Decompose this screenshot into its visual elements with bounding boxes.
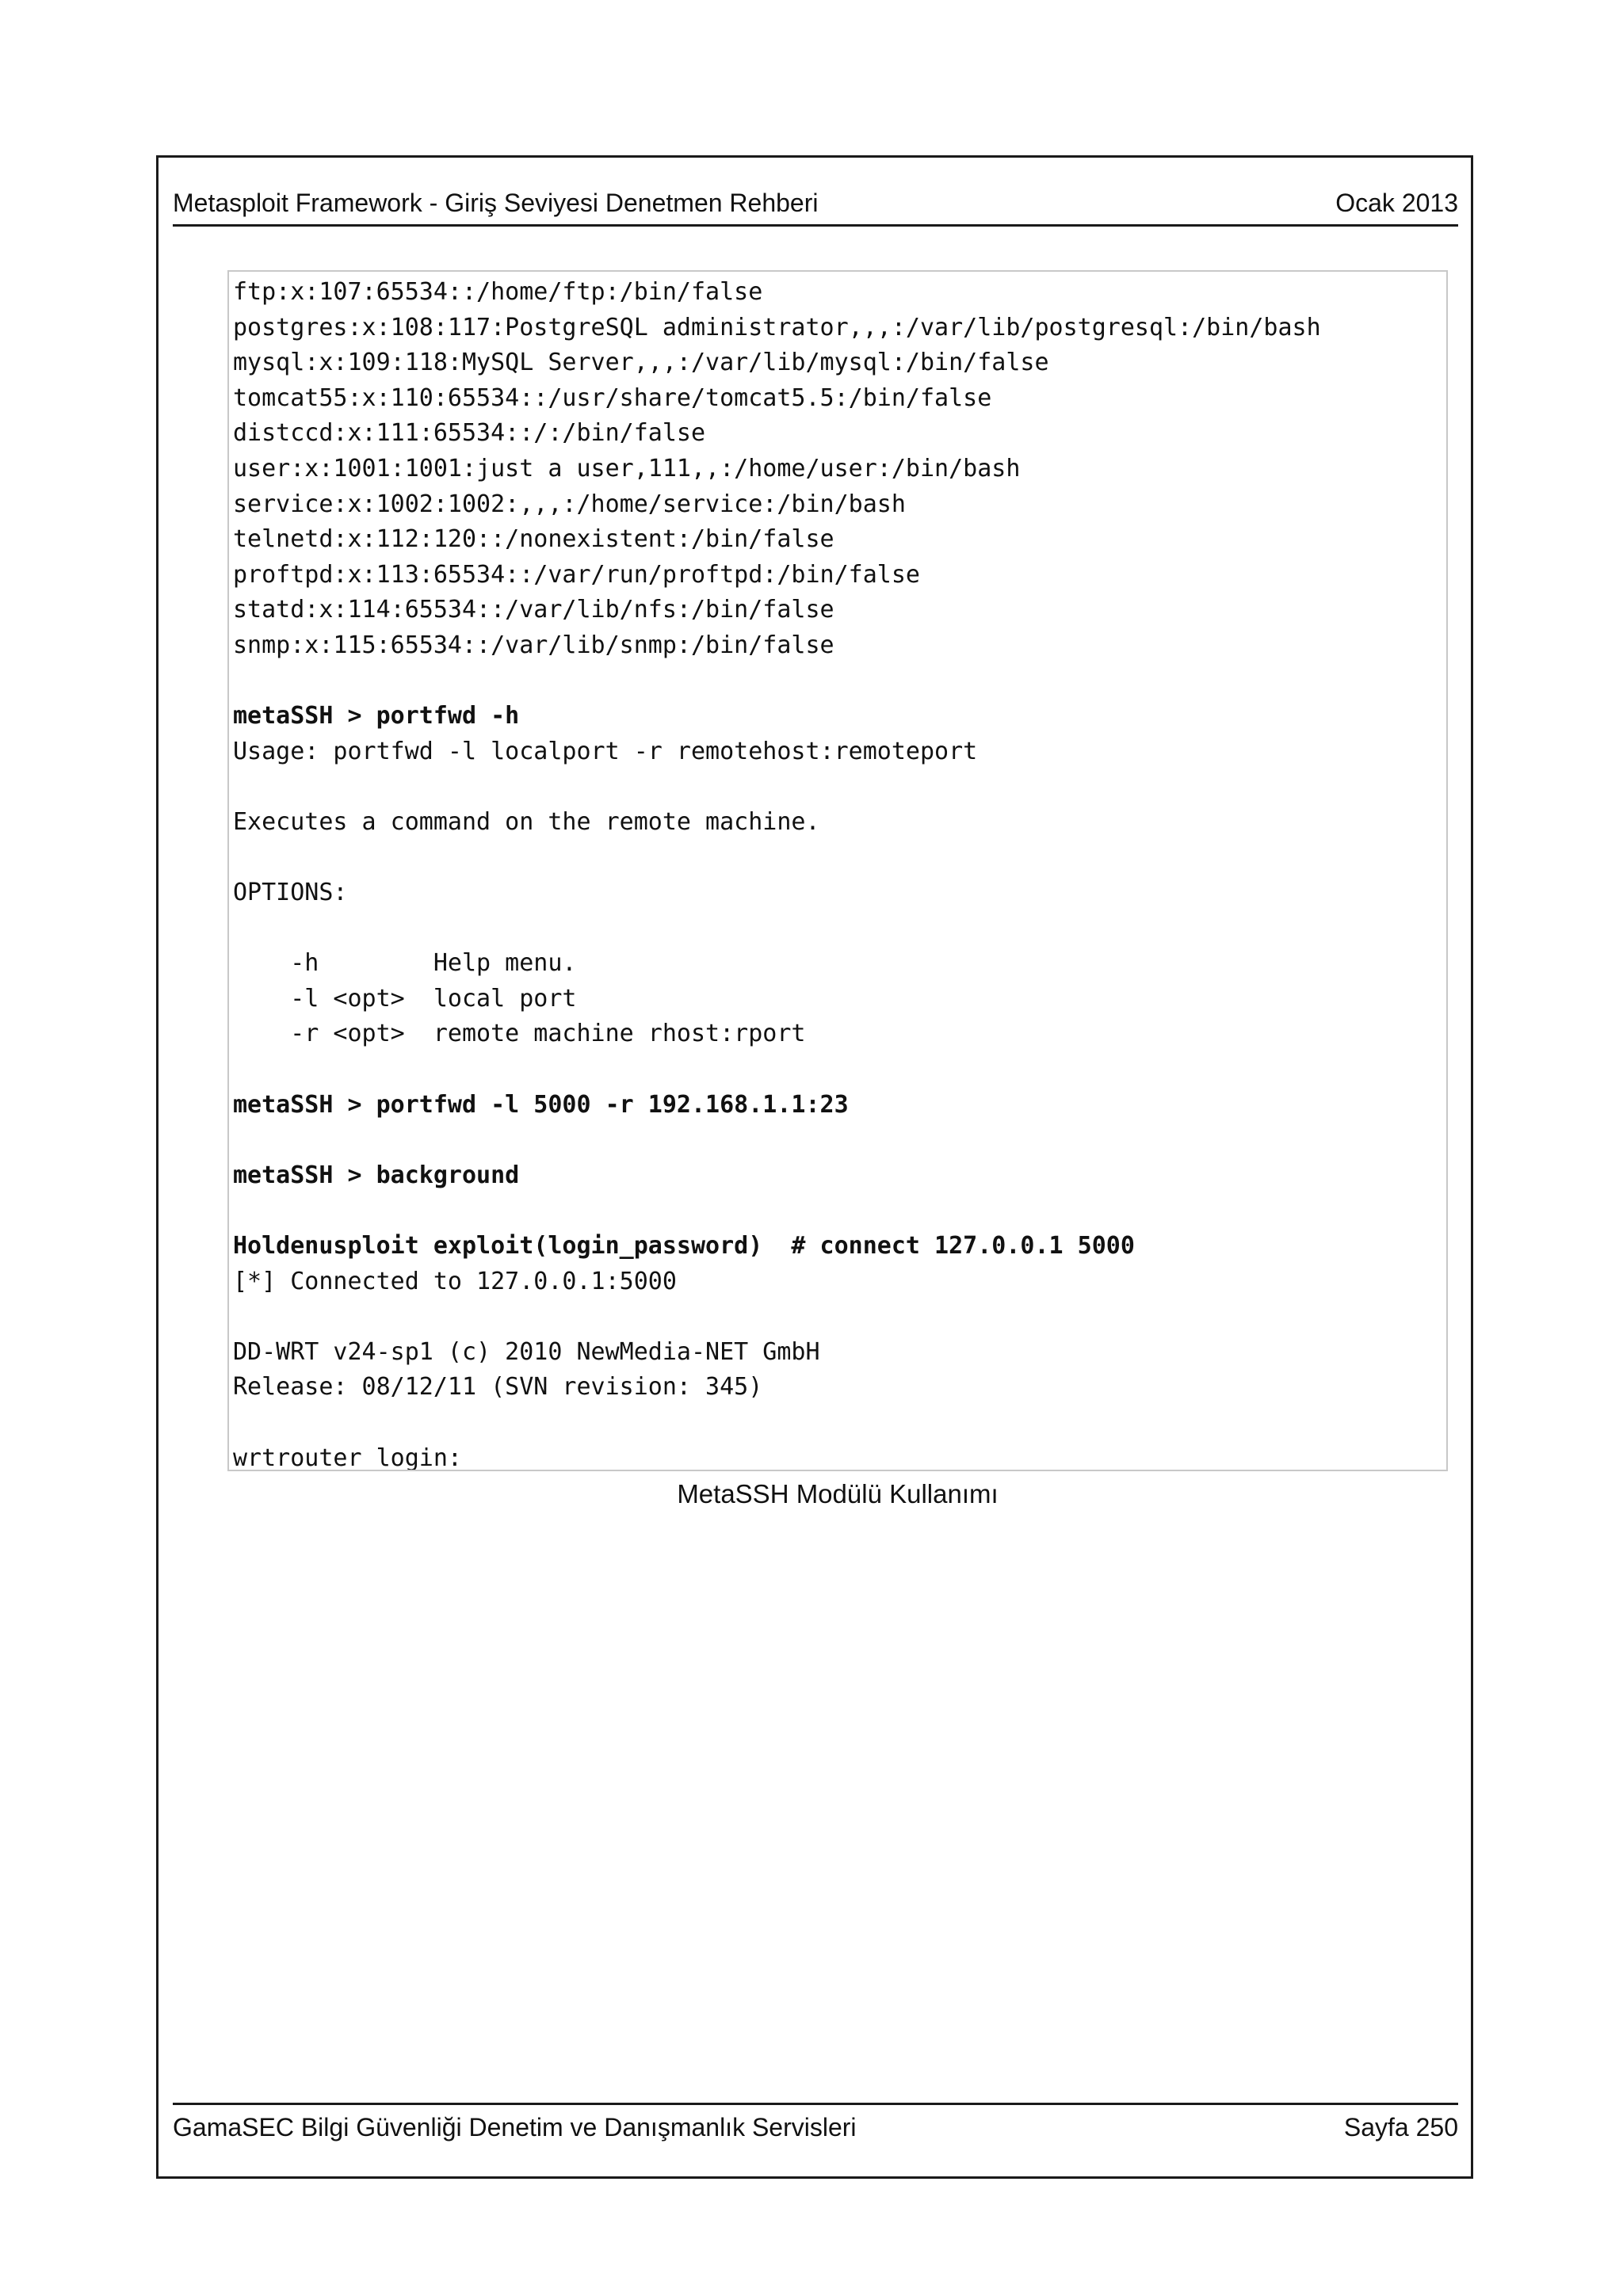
- code-line: -l <opt> local port: [233, 984, 577, 1013]
- code-line: metaSSH > background: [233, 1161, 520, 1189]
- code-line: postgres:x:108:117:PostgreSQL administrator,,,:/var/lib/postgresql:/bin/bash: [233, 313, 1321, 341]
- code-line: telnetd:x:112:120::/nonexistent:/bin/false: [233, 525, 834, 554]
- code-line: service:x:1002:1002:,,,:/home/service:/bin/bash: [233, 490, 906, 518]
- code-line: Executes a command on the remote machine.: [233, 807, 820, 836]
- code-line: proftpd:x:113:65534::/var/run/proftpd:/bin/false: [233, 560, 920, 589]
- code-line: [233, 911, 1446, 947]
- code-line: Holdenusploit exploit(login_password) # connect 127.0.0.1 5000: [233, 1232, 1135, 1261]
- code-line: [233, 664, 1446, 700]
- code-line: [233, 1123, 1446, 1158]
- code-line: Usage: portfwd -l localport -r remotehost:remoteport: [233, 737, 978, 765]
- code-line: [233, 841, 1446, 876]
- code-line: [233, 769, 1446, 805]
- code-line: [*] Connected to 127.0.0.1:5000: [233, 1267, 677, 1295]
- code-line: [233, 1405, 1446, 1441]
- page-header: [173, 181, 1458, 227]
- page-number: Sayfa 250: [1343, 2112, 1458, 2142]
- code-line: metaSSH > portfwd -l 5000 -r 192.168.1.1:23: [233, 1090, 849, 1119]
- code-line: ftp:x:107:65534::/home/ftp:/bin/false: [233, 278, 763, 306]
- code-line: DD-WRT v24-sp1 (c) 2010 NewMedia-NET GmbH: [233, 1337, 820, 1366]
- document-title: Metasploit Framework - Giriş Seviyesi Denetmen Rehberi: [173, 188, 819, 217]
- code-line: user:x:1001:1001:just a user,111,,:/home/user:/bin/bash: [233, 454, 1021, 482]
- document-date: Ocak 2013: [1335, 188, 1458, 217]
- page-footer: [173, 2103, 1458, 2149]
- code-line: statd:x:114:65534::/var/lib/nfs:/bin/false: [233, 596, 834, 624]
- code-line: -h Help menu.: [233, 949, 577, 978]
- page-frame: [156, 155, 1473, 2179]
- code-line: [233, 1299, 1446, 1335]
- code-line: [233, 1052, 1446, 1088]
- code-line: [233, 1193, 1446, 1229]
- code-line: mysql:x:109:118:MySQL Server,,,:/var/lib/mysql:/bin/false: [233, 349, 1049, 377]
- code-listing: [227, 270, 1448, 1471]
- code-line: tomcat55:x:110:65534::/usr/share/tomcat5.5:/bin/false: [233, 383, 992, 412]
- footer-company: GamaSEC Bilgi Güvenliği Denetim ve Danışmanlık Servisleri: [173, 2112, 857, 2142]
- code-line: OPTIONS:: [233, 879, 348, 907]
- figure-caption: MetaSSH Modülü Kullanımı: [677, 1479, 999, 1508]
- code-line: metaSSH > portfwd -h: [233, 702, 520, 730]
- code-line: distccd:x:111:65534::/:/bin/false: [233, 419, 706, 448]
- code-line: wrtrouter login:: [233, 1444, 462, 1471]
- code-line: snmp:x:115:65534::/var/lib/snmp:/bin/false: [233, 631, 834, 659]
- code-line: -r <opt> remote machine rhost:rport: [233, 1020, 806, 1048]
- code-line: Release: 08/12/11 (SVN revision: 345): [233, 1373, 763, 1402]
